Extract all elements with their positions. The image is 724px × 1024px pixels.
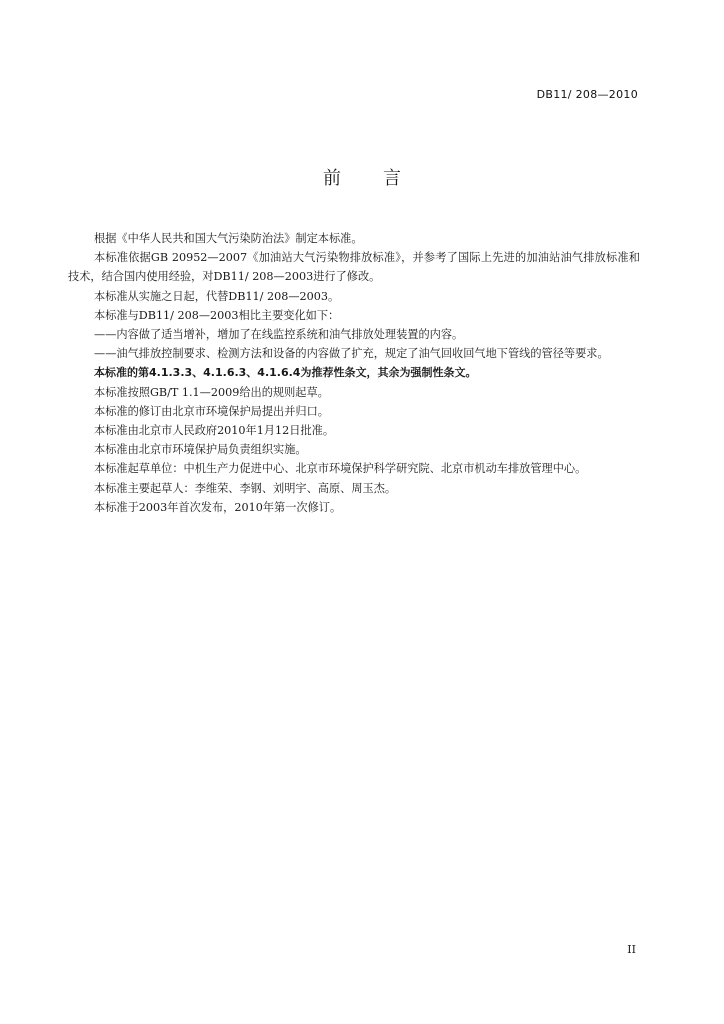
paragraph: 本标准起草单位：中机生产力促进中心、北京市环境保护科学研究院、北京市机动车排放管理中心。 [94, 462, 587, 476]
title-part-2: 言 [383, 168, 401, 189]
paragraph: 本标准主要起草人：李维荣、李钢、刘明宇、高原、周玉杰。 [94, 481, 397, 495]
document-code: DB11/ 208—2010 [536, 88, 638, 101]
paragraph: ——油气排放控制要求、检测方法和设备的内容做了扩充，规定了油气回收回气地下管线的管径等要求。 [94, 347, 609, 361]
paragraph: 本标准与DB11/ 208—2003相比主要变化如下： [94, 308, 340, 322]
paragraph-recommended-clauses: 本标准的第4.1.3.3、4.1.6.3、4.1.6.4为推荐性条文，其余为强制性条文。 [94, 366, 477, 380]
foreword-body [68, 229, 640, 517]
paragraph: 本标准由北京市环境保护局负责组织实施。 [94, 443, 307, 457]
page-title [0, 164, 724, 190]
paragraph: 根据《中华人民共和国大气污染防治法》制定本标准。 [94, 232, 363, 245]
page-number: II [627, 943, 636, 956]
paragraph: 本标准于2003年首次发布，2010年第一次修订。 [94, 500, 342, 514]
paragraph: 本标准由北京市人民政府2010年1月12日批准。 [94, 424, 335, 438]
paragraph: 本标准的修订由北京市环境保护局提出并归口。 [94, 404, 329, 418]
paragraph: 本标准按照GB/T 1.1—2009给出的规则起草。 [94, 385, 329, 399]
paragraph: ——内容做了适当增补，增加了在线监控系统和油气排放处理装置的内容。 [94, 328, 464, 342]
paragraph: 本标准从实施之日起，代替DB11/ 208—2003。 [94, 289, 340, 303]
title-part-1: 前 [323, 168, 341, 189]
paragraph: 本标准依据GB 20952—2007《加油站大气污染物排放标准》，并参考了国际上先进的加油站油气排放标准和技术，结合国内使用经验，对DB11/ 208—2003进行了修改。 [68, 251, 640, 284]
